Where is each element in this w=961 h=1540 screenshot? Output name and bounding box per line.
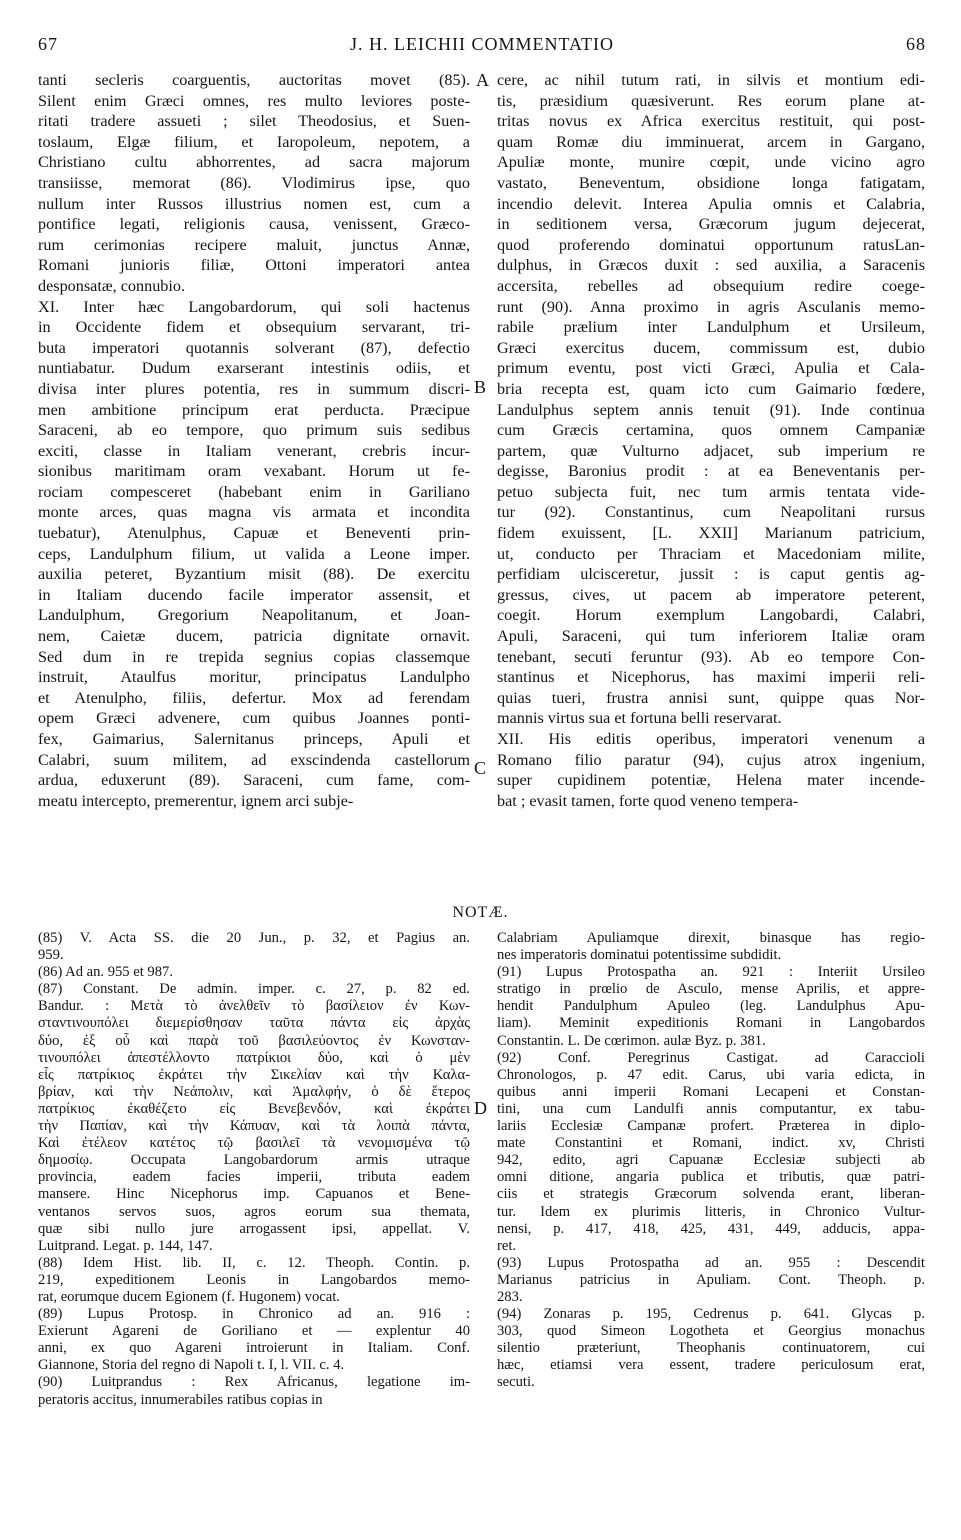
text-line: coegit. Horum exemplum Langobardi, Calabri, — [497, 606, 925, 625]
note-line: βρίαν, καὶ τὴν Νεάπολιν, καὶ Ἀμαλφήν, ὁ δὲ ἕτερος — [38, 1083, 470, 1100]
text-line: in Occidente fidem et obsequium servarant, tri- — [38, 318, 470, 337]
note-line: tini, una cum Landulfi annis computantur, ex tabu- — [497, 1100, 925, 1117]
note-line: ventanos servos suos, agros eorum sua themata, — [38, 1203, 470, 1220]
text-line: meatu intercepto, premerentur, ignem arci subje- — [38, 791, 354, 810]
note-line: secuti. — [497, 1374, 535, 1391]
left-notes-column — [38, 930, 470, 1409]
text-line: tuebatur), Atenulphus, Capuæ et Beneventi prin- — [38, 524, 470, 543]
text-line: sionibus maritimam oram vexabant. Horum ut fe- — [38, 462, 470, 481]
note-line: (92) Conf. Peregrinus Castigat. ad Caraccioli — [497, 1049, 925, 1066]
margin-marker-b: B — [474, 377, 487, 397]
text-line: tanti secleris coarguentis, auctoritas movet (85). — [38, 71, 470, 89]
text-line: runt (90). Anna proximo in agris Asculanis memo- — [497, 297, 925, 316]
note-line: (88) Idem Hist. lib. II, c. 12. Theoph. Contin. p. — [38, 1254, 470, 1271]
text-line: bat ; evasit tamen, forte quod veneno tempera- — [497, 791, 799, 810]
text-line: ut, conducto per Thraciam et Macedoniam milite, — [497, 544, 925, 563]
text-line: desponsatæ, connubio. — [38, 276, 186, 295]
text-line: XII. His editis operibus, imperatori venenum a — [497, 730, 925, 748]
note-line: quæ sibi nullo jure arrogassent ipsi, appellat. V. — [38, 1220, 470, 1237]
note-line: Exierunt Agareni de Goriliano et — explentur 40 — [38, 1323, 470, 1340]
page-number-left: 67 — [38, 34, 58, 54]
note-line: 959. — [38, 947, 64, 964]
text-line: transiisse, memorat (86). Vlodimirus ipse, quo — [38, 173, 470, 192]
text-line: tis, præsidium quæsiverunt. Res eorum plane at- — [497, 91, 925, 110]
text-line: Saraceni, ab eo tempore, quo primum suis sedibus — [38, 421, 470, 440]
notes-heading: NOTÆ. — [452, 904, 509, 921]
text-line: Calabri, suum militem, ad exscindenda castellorum — [38, 750, 470, 769]
right-notes-column — [497, 930, 925, 1392]
running-title: J. H. LEICHII COMMENTATIO — [349, 34, 615, 54]
note-line: 942, edito, agri Capuanæ Ecclesiæ subjecti ab — [497, 1152, 925, 1169]
text-line: Romano filio paratur (94), cujus atrox ingenium, — [497, 750, 925, 769]
text-line: rum cerimonias recipere maluit, junctus Annæ, — [38, 235, 470, 254]
note-line: mansere. Hinc Nicephorus imp. Capuanos et Bene- — [38, 1186, 470, 1203]
text-line: Landulphum, Gregorium Neapolitanum, et Joan- — [38, 606, 470, 625]
text-line: opem Græci advenere, cum quibus Joannes ponti- — [38, 709, 470, 728]
text-line: tenebant, secuti feruntur (93). Ab eo tempore Con- — [497, 647, 925, 666]
note-line: ret. — [497, 1237, 517, 1254]
note-line: hæc, etiamsi vera essent, tradere periculosum erat, — [497, 1357, 925, 1374]
note-line: rat, eorumque ducem Egionem (f. Hugonem) vocat. — [38, 1288, 340, 1305]
text-line: partem, quæ Vulturno adjacet, sub imperium re — [497, 441, 925, 460]
note-line: tur. Idem ex plurimis litteris, in Chronico Vultur- — [497, 1203, 925, 1220]
note-line: τινουπόλει ἀπεστέλλοντο πατρίκιοι δύο, καὶ ὁ μὲν — [38, 1049, 470, 1066]
note-line: Luitprand. Legat. p. 144, 147. — [38, 1237, 213, 1254]
text-line: in Italiam ducendo facile imperator assensit, et — [38, 585, 470, 604]
text-line: ritati tradere assueti ; silet Theodosius, et Suen- — [38, 112, 470, 131]
note-line: (91) Lupus Protospatha an. 921 : Interiit Ursileo — [497, 964, 925, 981]
text-line: Landulphus septem annis tenuit (91). Inde continua — [497, 400, 925, 419]
note-line: Constantin. L. De cœrimon. aulæ Byz. p. 381. — [497, 1032, 766, 1049]
margin-marker-d: D — [474, 1098, 487, 1118]
right-main-column — [497, 70, 925, 811]
text-line: tritas novus ex Africa exercitus restituit, qui post- — [497, 112, 925, 131]
note-line: nes imperatoris dominatui potentissime subdidit. — [497, 947, 782, 964]
text-line: rabile prælium inter Landulphum et Ursileum, — [497, 318, 925, 337]
text-line: fidem exuissent, [L. XXII] Marianum patricium, — [497, 524, 925, 543]
text-line: cum Græcis certamina, quos omnem Campaniæ — [497, 421, 925, 440]
text-line: vastato, Beneventum, obsidione longa fatigatam, — [497, 173, 925, 192]
note-line: δύο, ἐξ οὗ καὶ παρὰ τοῦ βασιλεύοντος ἐν Κωνσταν- — [38, 1032, 470, 1049]
text-line: ardua, eduxerunt (89). Saraceni, cum fame, com- — [38, 771, 470, 790]
note-line: (87) Constant. De admin. imper. c. 27, p. 82 ed. — [38, 981, 470, 998]
note-line: Καὶ ἐτέλεον κατέτος τῷ βασιλεῖ τὰ νενομισμένα τῷ — [38, 1135, 470, 1152]
note-line: quibus anni imperii Romani Lecapeni et Constan- — [497, 1083, 925, 1100]
text-line: bria recepta est, quam icto cum Gaimario fœdere, — [497, 379, 925, 398]
note-line: σταντινουπόλει διεμερίσθησαν ταῦτα πάντα εἰς ἀρχὰς — [38, 1015, 470, 1032]
text-line: gressus, cives, ut pacem ab imperatore peterent, — [497, 585, 925, 604]
text-line: rociam compesceret (habebant enim in Gariliano — [38, 482, 470, 501]
text-line: quod proferendo dominatui opportunum ratusLan- — [497, 235, 925, 254]
note-line: stratigo in prœlio de Asculo, mense Aprilis, et appre- — [497, 981, 925, 998]
note-line: lariis Ecclesiæ Campanæ profert. Præterea in diplo- — [497, 1118, 925, 1135]
note-line: (85) V. Acta SS. die 20 Jun., p. 32, et Pagius an. — [38, 930, 470, 946]
note-line: silentio præteriunt, Theophanis continuatorem, cui — [497, 1340, 925, 1357]
margin-marker-a: A — [476, 70, 489, 90]
text-line: et Atenulpho, filiis, defertur. Mox ad ferendam — [38, 688, 470, 707]
text-line: ceps, Landulphum filium, ut valida a Leone imper. — [38, 544, 470, 563]
note-line: nensi, p. 417, 418, 425, 431, 449, adducis, appa- — [497, 1220, 925, 1237]
left-main-column — [38, 70, 470, 811]
note-line: ciis et strategis Græcorum solvenda erant, liberan- — [497, 1186, 925, 1203]
text-line: accersita, rebelles ad obsequium redire coege- — [497, 276, 925, 295]
text-line: super cupidinem potentiæ, Helena mater incende- — [497, 771, 925, 790]
margin-marker-c: C — [474, 758, 487, 778]
text-line: Sed dum in re trepida segnius copias classemque — [38, 647, 470, 666]
note-line: (93) Lupus Protospatha ad an. 955 : Descendit — [497, 1254, 925, 1271]
text-line: pontifice legati, religionis causa, venissent, Græco- — [38, 215, 470, 234]
note-line: τὴν Παπίαν, καὶ τὴν Κάπυαν, καὶ τὰ λοιπὰ πάντα, — [38, 1118, 470, 1135]
note-line: (89) Lupus Protosp. in Chronico ad an. 916 : — [38, 1306, 470, 1323]
note-line: hendit Pandulphum Apuleo (leg. Landulphus Apu- — [497, 998, 925, 1015]
text-line: in seditionem versa, Græcorum jugum dejecerat, — [497, 215, 925, 234]
text-line: Apuli, Saraceni, qui tum inferiorem Italiæ oram — [497, 627, 925, 646]
text-line: nullum inter Russos illustrius nomen est, cum a — [38, 194, 470, 213]
text-line: nuntiabatur. Dudum exarserant intestinis odiis, et — [38, 359, 470, 378]
note-line: Chronologos, p. 47 edit. Carus, ubi varia edicta, in — [497, 1066, 925, 1083]
running-header — [38, 34, 926, 58]
text-line: men ambitione principum erat perducta. Præcipue — [38, 400, 470, 419]
text-line: perfidiam ulcisceretur, jussit : is caput gentis ag- — [497, 565, 925, 584]
text-line: tur (92). Constantinus, cum Neapolitani rursus — [497, 503, 925, 522]
note-line: mate Constantini et Romani, indict. xv, Christi — [497, 1135, 925, 1152]
note-line: provincia, eadem facies imperii, tributa eadem — [38, 1169, 470, 1186]
text-line: petuo subjecta fuit, nec tum armis tentata vide- — [497, 482, 925, 501]
text-line: primum eventu, post victi Græci, Apulia et Cala- — [497, 359, 925, 378]
text-line: incendio delevit. Interea Apulia omnis et Calabria, — [497, 194, 925, 213]
text-line: buta imperatori quotannis solverant (87), defectio — [38, 338, 470, 357]
note-line: omni ditione, angaria publica et tributis, quæ patri- — [497, 1169, 925, 1186]
text-line: auxilia peteret, Byzantium misit (88). De exercitu — [38, 565, 470, 584]
note-line: (94) Zonaras p. 195, Cedrenus p. 641. Glycas p. — [497, 1306, 925, 1323]
text-line: divisa inter plures potentia, res in summum discri- — [38, 379, 470, 398]
text-line: Græci exercitus ducem, commissum est, dubio — [497, 338, 925, 357]
text-line: monte arces, quas magna vis armata et incondita — [38, 503, 470, 522]
note-line: (90) Luitprandus : Rex Africanus, legatione im- — [38, 1374, 470, 1391]
text-line: instruit, Ataulfus moritur, principatus Landulpho — [38, 668, 470, 687]
text-line: degisse, Baronius prodit : at ea Beneventanis per- — [497, 462, 925, 481]
text-line: quam Romæ diu imminuerat, arcem in Gargano, — [497, 132, 925, 151]
text-line: Apuliæ monte, munire cœpit, unde vicino agro — [497, 153, 925, 172]
text-line: quias tueri, frustra annisi sunt, quippe quas Nor- — [497, 688, 925, 707]
note-line: πατρίκιος ἐκαθέζετο εἰς Βενεβενδόν, καὶ ἐκράτει — [38, 1100, 470, 1117]
note-line: peratoris accitus, innumerabiles ratibus copias in — [38, 1391, 323, 1408]
note-line: liam). Meminit expeditionis Romani in Langobardos — [497, 1015, 925, 1032]
note-line: 283. — [497, 1288, 523, 1305]
text-line: Christiano cultu abhorrentes, ad sacra majorum — [38, 153, 470, 172]
text-line: exciti, classe in Italiam venerant, crebris incur- — [38, 441, 470, 460]
note-line: Bandur. : Μετὰ τὸ ἀνελθεῖν τὸ βασίλειον ἐν Κων- — [38, 998, 470, 1015]
note-line: εἷς πατρίκιος ἐκράτει τὴν Σικελίαν καὶ τὴν Καλα- — [38, 1066, 470, 1083]
text-line: toslaum, Elgæ filium, et Iaropoleum, nepotem, a — [38, 132, 470, 151]
note-line: δημοσίῳ. Occupata Langobardorum armis utraque — [38, 1152, 470, 1169]
note-line: Giannone, Storia del regno di Napoli t. I, l. VII. c. 4. — [38, 1357, 345, 1374]
text-line: mannis virtus sua et fortuna belli reservarat. — [497, 709, 782, 728]
text-line: Silent enim Græci omnes, res multo leviores poste- — [38, 91, 470, 110]
text-line: XI. Inter hæc Langobardorum, qui soli hactenus — [38, 297, 470, 316]
page-number-right: 68 — [906, 34, 926, 54]
text-line: Romani junioris filiæ, Ottoni imperatori antea — [38, 256, 470, 275]
note-line: Calabriam Apuliamque direxit, binasque has regio- — [497, 930, 925, 946]
text-line: cere, ac nihil tutum rati, in silvis et montium edi- — [497, 71, 925, 89]
text-line: fex, Gaimarius, Salernitanus princeps, Apuli et — [38, 730, 470, 748]
text-line: dulphus, in Græcos duxit : sed auxilia, a Saracenis — [497, 256, 925, 275]
text-line: nem, Caietæ ducem, patricia dignitate ornavit. — [38, 627, 470, 646]
text-line: stantinus et Nicephorus, has maximi imperii reli- — [497, 668, 925, 687]
note-line: anni, ex quo Agareni introierunt in Italiam. Conf. — [38, 1340, 470, 1357]
note-line: Marianus patricius in Apuliam. Cont. Theoph. p. — [497, 1271, 925, 1288]
note-line: 303, quod Simeon Logotheta et Georgius monachus — [497, 1323, 925, 1340]
note-line: 219, expeditionem Leonis in Langobardos memo- — [38, 1271, 470, 1288]
note-line: (86) Ad an. 955 et 987. — [38, 964, 173, 981]
